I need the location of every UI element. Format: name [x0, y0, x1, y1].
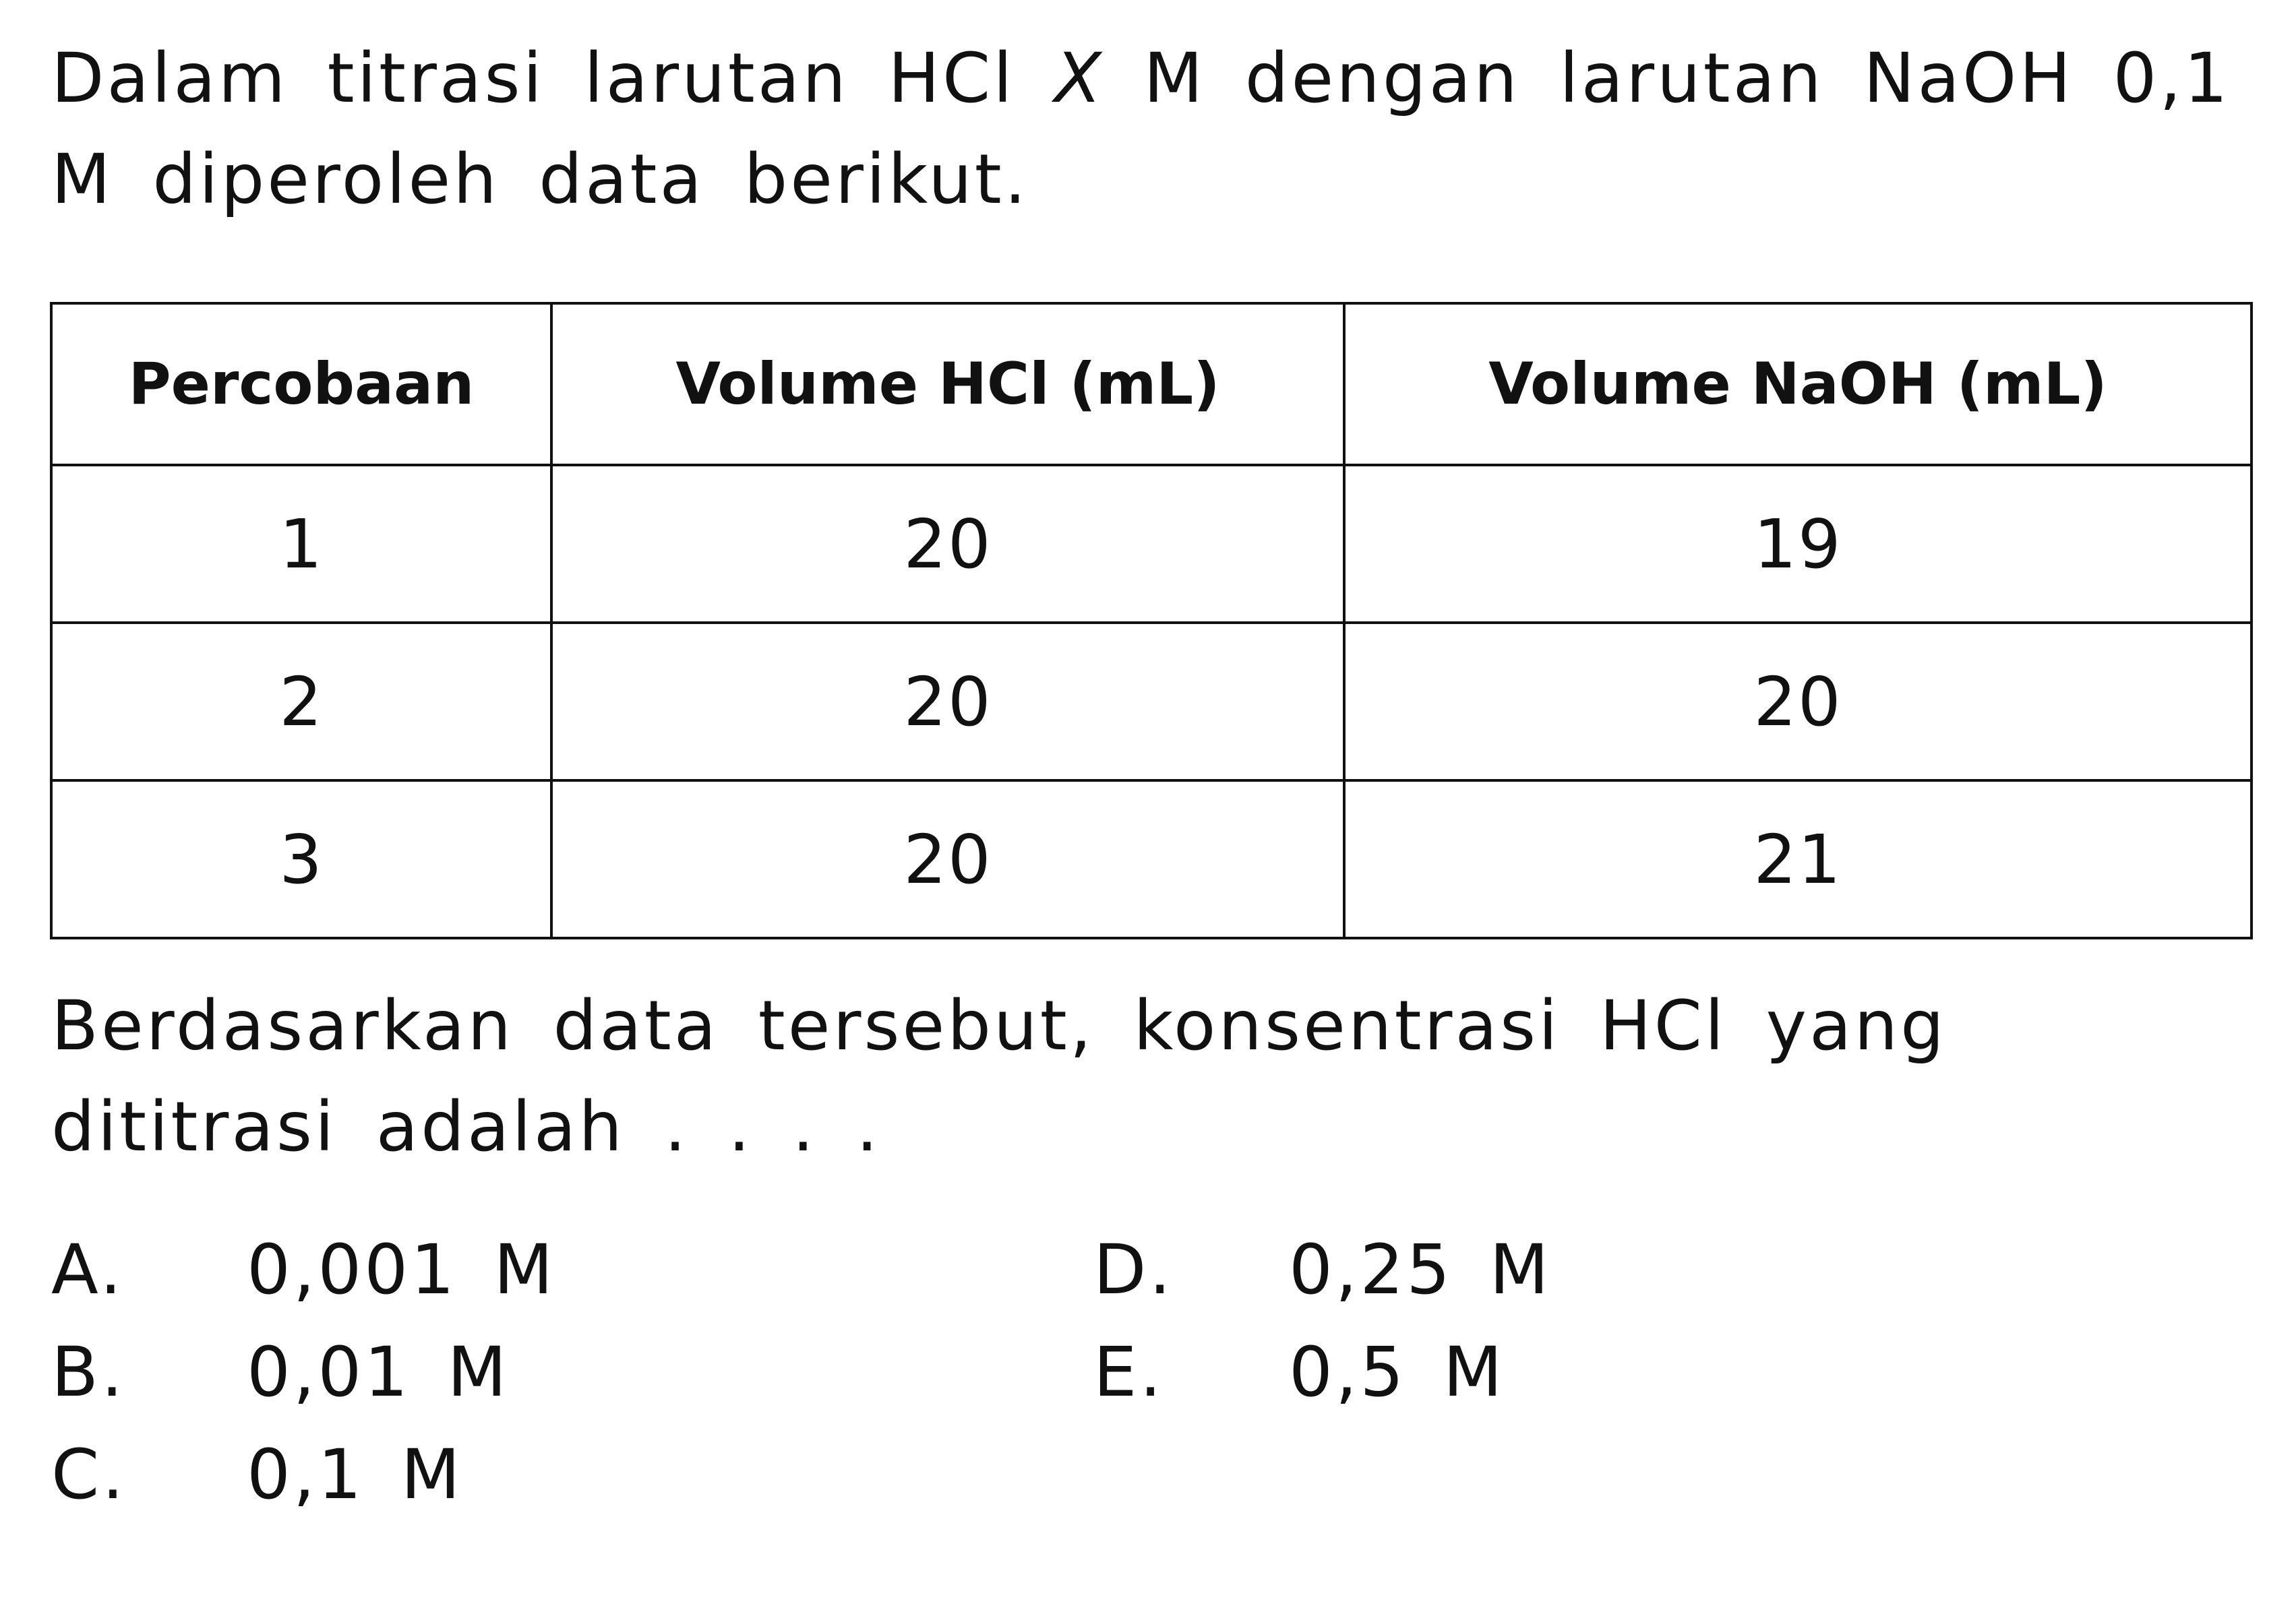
option-value: 0,01 M	[247, 1332, 510, 1413]
cell-volume-hcl: 20	[551, 623, 1344, 780]
option-value: 0,1 M	[247, 1435, 463, 1515]
titration-data-table	[50, 302, 2253, 939]
option-c[interactable]	[51, 1426, 463, 1524]
header-volume-naoh: Volume NaOH (mL)	[1344, 303, 2252, 465]
cell-volume-hcl: 20	[551, 780, 1344, 938]
option-letter: D.	[1093, 1230, 1174, 1310]
cell-volume-hcl: 20	[551, 465, 1344, 623]
option-a[interactable]	[51, 1221, 555, 1320]
header-volume-hcl: Volume HCl (mL)	[551, 303, 1344, 465]
option-d[interactable]	[1093, 1221, 1552, 1320]
option-letter: C.	[51, 1435, 127, 1515]
cell-volume-naoh: 21	[1344, 780, 2252, 938]
option-value: 0,5 M	[1289, 1332, 1505, 1413]
intro-text-part2: M dengan larutan NaOH 0,1 M diperoleh data berikut.	[51, 38, 2231, 220]
question-text: Berdasarkan data tersebut, konsentrasi HCl yang dititrasi adalah . . . .	[51, 986, 1947, 1167]
option-letter: E.	[1093, 1332, 1164, 1413]
cell-percobaan: 1	[51, 465, 551, 623]
table-row	[51, 465, 2252, 623]
option-letter: A.	[51, 1230, 125, 1310]
option-b[interactable]	[51, 1324, 510, 1422]
cell-volume-naoh: 20	[1344, 623, 2252, 780]
table-row	[51, 780, 2252, 938]
cell-percobaan: 2	[51, 623, 551, 780]
cell-percobaan: 3	[51, 780, 551, 938]
intro-text-part1: Dalam titrasi larutan HCl	[51, 38, 1055, 119]
option-value: 0,25 M	[1289, 1230, 1552, 1310]
option-e[interactable]	[1093, 1324, 1505, 1422]
cell-volume-naoh: 19	[1344, 465, 2252, 623]
option-letter: B.	[51, 1332, 126, 1413]
table-row	[51, 623, 2252, 780]
header-percobaan: Percobaan	[51, 303, 551, 465]
option-value: 0,001 M	[247, 1230, 556, 1310]
intro-variable: X	[1054, 38, 1104, 119]
intro-paragraph	[51, 28, 2269, 230]
table-header-row	[51, 303, 2252, 465]
